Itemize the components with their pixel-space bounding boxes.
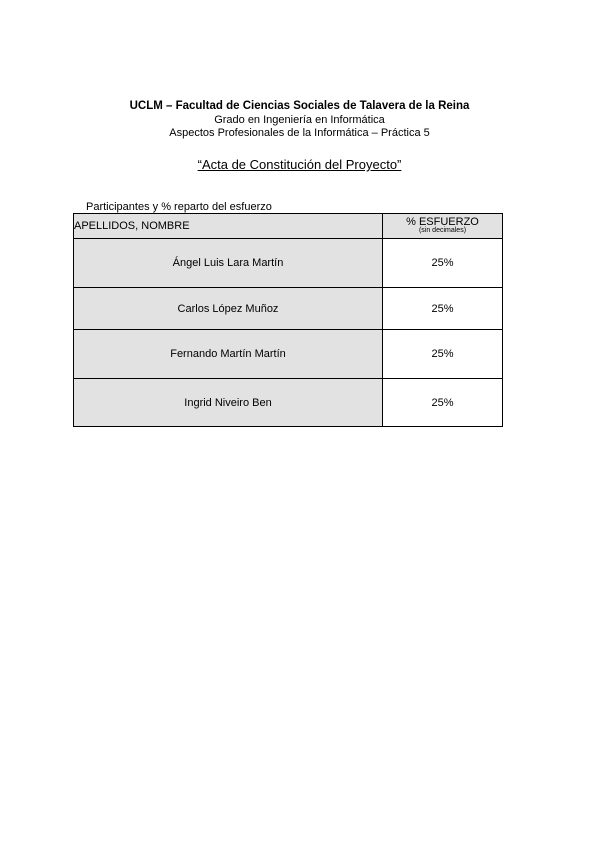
table-row <box>74 288 503 330</box>
table-row <box>74 330 503 379</box>
effort-header-note: (sin decimales) <box>418 227 467 234</box>
degree-name: Grado en Ingeniería en Informática <box>214 113 385 126</box>
institution-name: UCLM – Facultad de Ciencias Sociales de Talavera de la Reina <box>129 100 470 112</box>
participant-effort: 25% <box>383 330 503 379</box>
table-row <box>74 239 503 288</box>
document-header <box>0 100 599 141</box>
participant-name: Fernando Martín Martín <box>74 330 383 379</box>
effort-header-label: % ESFUERZO <box>406 216 479 228</box>
participant-effort: 25% <box>383 379 503 427</box>
course-name: Aspectos Profesionales de la Informática – Práctica 5 <box>169 127 430 139</box>
table-row <box>74 379 503 427</box>
table-caption: Participantes y % reparto del esfuerzo <box>86 201 272 213</box>
participant-effort: 25% <box>383 239 503 288</box>
participant-name: Ingrid Niveiro Ben <box>74 379 383 427</box>
participant-name: Ángel Luis Lara Martín <box>74 239 383 288</box>
participants-table <box>73 213 503 427</box>
document-title: “Acta de Constitución del Proyecto” <box>197 157 402 172</box>
column-header-effort <box>383 214 503 239</box>
column-header-name: APELLIDOS, NOMBRE <box>74 214 383 239</box>
participant-name: Carlos López Muñoz <box>74 288 383 330</box>
participant-effort: 25% <box>383 288 503 330</box>
table-header-row <box>74 214 503 239</box>
